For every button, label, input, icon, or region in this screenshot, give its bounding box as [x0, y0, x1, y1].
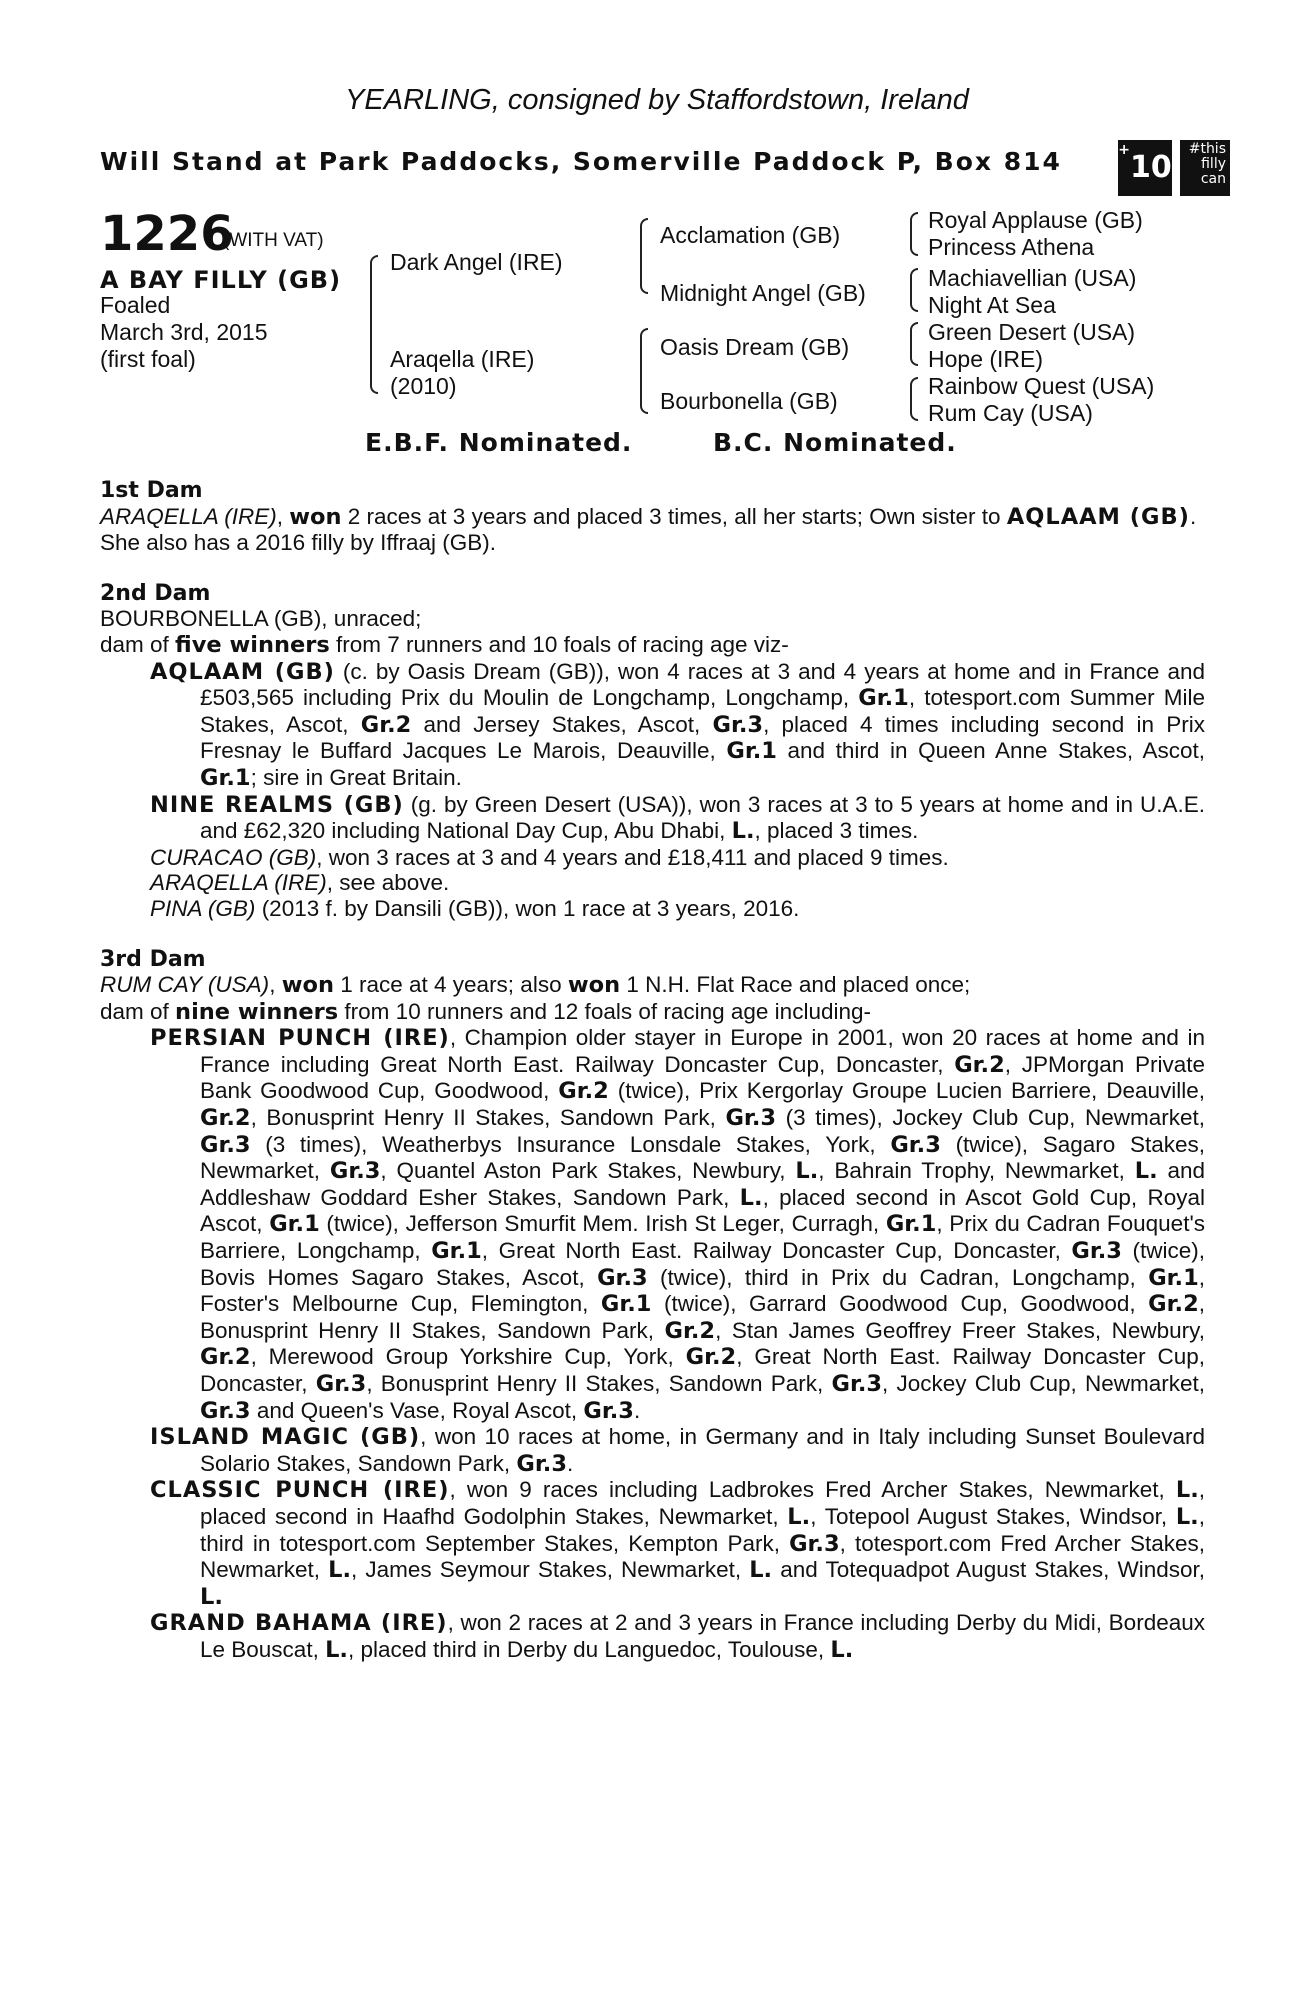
race-text: and Addleshaw Goddard Esher Stakes, Sandown Park, — [200, 1158, 1206, 1210]
race-text: , James Seymour Stakes, Newmarket, — [351, 1557, 750, 1583]
pedigree-dam: Araqella (IRE) — [390, 346, 535, 372]
race-text: , won 10 races at home, in Germany and in Italy including Sunset Boulevard Solario Stakes, Sandown Park, — [200, 1424, 1205, 1476]
pedigree-g4-1: Royal Applause (GB) — [928, 207, 1143, 233]
race-text: . — [633, 1397, 641, 1423]
race-text: , JPMorgan Private Bank Goodwood Cup, Goodwood, — [200, 1051, 1205, 1104]
race-text: (twice), Jefferson Smurfit Mem. Irish St Leger, Curragh, — [319, 1211, 886, 1237]
pedigree-sire-dam: Midnight Angel (GB) — [660, 280, 866, 306]
race-text: , placed third in Derby du Languedoc, Toulouse, — [347, 1636, 831, 1662]
vat-note: (WITH VAT) — [223, 230, 324, 251]
produce-grand-bahama: GRAND BAHAMA (IRE), won 2 races at 2 and 3 years in France including Derby du Midi, Bordeaux Le Bouscat, L., placed third in Derby du Languedoc, Toulouse, L. — [150, 1610, 1205, 1663]
race-text: . — [566, 1450, 574, 1476]
second-dam-name: BOURBONELLA (GB), unraced; — [100, 606, 422, 632]
race-grade: Gr.2 — [954, 1051, 1005, 1078]
pedigree-dam-sire: Oasis Dream (GB) — [660, 334, 850, 360]
g4-brace-2 — [910, 268, 918, 312]
g4-brace-1 — [910, 212, 918, 256]
race-text: , Foster's Melbourne Cup, Flemington, — [200, 1264, 1206, 1317]
third-dam-name: RUM CAY (USA), won 1 race at 4 years; also won 1 N.H. Flat Race and placed once; — [100, 972, 971, 999]
race-grade: Gr.3 — [200, 1131, 251, 1158]
pedigree-g4-5: Green Desert (USA) — [928, 319, 1136, 345]
race-grade: Gr.1 — [885, 1211, 937, 1238]
race-grade: Gr.1 — [431, 1238, 482, 1265]
race-grade: Gr.3 — [329, 1158, 381, 1185]
foaled-label: Foaled — [100, 292, 171, 318]
pedigree-dam-dam: Bourbonella (GB) — [660, 388, 838, 414]
race-text: , Jockey Club Cup, Newmarket, — [882, 1371, 1205, 1396]
first-dam-produce: She also has a 2016 filly by Iffraaj (GB). — [100, 530, 497, 556]
race-text: , Bonusprint Henry II Stakes, Sandown Park, — [366, 1371, 832, 1396]
race-grade: Gr.2 — [558, 1078, 609, 1105]
foaled-date: March 3rd, 2015 — [100, 319, 268, 345]
this-filly-can-logo: #this filly can — [1180, 140, 1230, 196]
race-grade: L. — [739, 1184, 763, 1211]
race-text: , Champion older stayer in Europe in 2001, won 20 races at home and in France including Great North East. Railway Doncaster Cup, Doncaster, — [200, 1025, 1205, 1077]
produce-classic-punch: CLASSIC PUNCH (IRE), won 9 races including Ladbrokes Fred Archer Stakes, Newmarket, L., placed second in Haafhd Godolphin Stakes, Newmarket, L., Totepool August Stakes, Windsor, L., third in totesport.com September Stakes, Kempton Park, Gr.3, totesport.com Fred Archer Stakes, Newmarket, L., James Seymour Stakes, Newmarket, L. and Totequadpot August Stakes, Windsor, L. — [150, 1477, 1206, 1610]
g4-brace-4 — [910, 377, 918, 421]
race-grade: Gr.3 — [200, 1397, 251, 1424]
race-grade: L. — [795, 1158, 819, 1185]
race-grade: Gr.1 — [269, 1211, 320, 1238]
sire-line-brace — [640, 218, 648, 294]
race-grade: Gr.1 — [1148, 1264, 1199, 1291]
race-text: and Totequadpot August Stakes, Windsor, — [772, 1557, 1206, 1583]
race-text: , Totepool August Stakes, Windsor, — [810, 1503, 1176, 1529]
bc-nominated: B.C. Nominated. — [713, 428, 957, 457]
race-grade: Gr.2 — [1148, 1291, 1199, 1318]
race-text: , third in totesport.com September Stakes, Kempton Park, — [200, 1503, 1205, 1556]
race-grade: L. — [325, 1636, 348, 1663]
produce-aqlaam: AQLAAM (GB) (c. by Oasis Dream (GB)), won 4 races at 3 and 4 years at home and in France and £503,565 including Prix du Moulin de Longchamp, Longchamp, Gr.1, totesport.com Summer Mile Stakes, Ascot, Gr.2 and Jersey Stakes, Ascot, Gr.3, placed 4 times including second in Prix Fresnay le Buffard Jacques Le Marois, Deauville, Gr.1 and third in Queen Anne Stakes, Ascot, Gr.1; sire in Great Britain. — [150, 658, 1205, 791]
race-text: (twice), third in Prix du Cadran, Longchamp, — [647, 1264, 1149, 1290]
race-text: (twice), Bovis Homes Sagaro Stakes, Ascot, — [200, 1238, 1205, 1290]
race-text: (twice), Sagaro Stakes, Newmarket, — [200, 1131, 1205, 1184]
race-grade: Gr.3 — [890, 1131, 941, 1158]
lot-name: A BAY FILLY (GB) — [100, 266, 342, 294]
race-grade: Gr.3 — [315, 1371, 367, 1397]
first-dam-text: ARAQELLA (IRE), won 2 races at 3 years and placed 3 times, all her starts; Own sister to AQLAAM (GB). — [100, 503, 1197, 530]
race-grade: Gr.2 — [200, 1105, 251, 1132]
race-grade: Gr.2 — [664, 1317, 716, 1344]
race-grade: L. — [749, 1557, 773, 1584]
race-text: (twice), Garrard Goodwood Cup, Goodwood, — [651, 1291, 1149, 1317]
race-text: , Quantel Aston Park Stakes, Newbury, — [380, 1158, 796, 1184]
race-grade: L. — [1134, 1158, 1158, 1185]
produce-pina: PINA (GB) (2013 f. by Dansili (GB)), won 1 race at 3 years, 2016. — [150, 895, 800, 921]
race-grade: Gr.3 — [831, 1371, 883, 1397]
race-text: , Bahrain Trophy, Newmarket, — [818, 1158, 1135, 1184]
race-grade: Gr.1 — [600, 1291, 652, 1318]
catalogue-body — [100, 478, 1205, 1664]
race-grade: L. — [1175, 1477, 1199, 1504]
race-text: , Bonusprint Henry II Stakes, Sandown Park, — [250, 1105, 726, 1131]
race-grade: Gr.3 — [583, 1397, 634, 1424]
race-text: , placed second in Haafhd Godolphin Stakes, Newmarket, — [200, 1477, 1206, 1529]
race-grade: L. — [787, 1503, 811, 1530]
race-grade: Gr.2 — [200, 1344, 251, 1371]
race-text: (3 times), Weatherbys Insurance Lonsdale Stakes, York, — [250, 1131, 891, 1157]
race-grade: Gr.3 — [725, 1105, 777, 1132]
race-text: and Queen's Vase, Royal Ascot, — [250, 1397, 584, 1423]
produce-island-magic: ISLAND MAGIC (GB), won 10 races at home, in Germany and in Italy including Sunset Boulevard Solario Stakes, Sandown Park, Gr.3. — [150, 1424, 1205, 1477]
page-title: YEARLING, consigned by Staffordstown, Ireland — [345, 84, 969, 116]
race-grade: Gr.3 — [1071, 1238, 1122, 1265]
pedigree-sire-sire: Acclamation (GB) — [660, 222, 841, 248]
dam-line-brace — [640, 328, 648, 414]
race-grade: L. — [200, 1583, 223, 1610]
foal-note: (first foal) — [100, 346, 196, 372]
third-dam-heading: 3rd Dam — [100, 946, 206, 972]
race-text: , totesport.com Fred Archer Stakes, Newmarket, — [200, 1530, 1205, 1583]
pedigree-g4-2: Princess Athena — [928, 234, 1095, 260]
first-dam-heading: 1st Dam — [100, 478, 203, 503]
g4-brace-3 — [910, 322, 918, 366]
race-text: , Great North East. Railway Doncaster Cup, Doncaster, — [481, 1238, 1072, 1264]
second-dam-summary: dam of five winners from 7 runners and 10 foals of racing age viz- — [100, 631, 789, 658]
race-grade: L. — [1175, 1503, 1199, 1530]
race-text: , Bonusprint Henry II Stakes, Sandown Park, — [200, 1291, 1205, 1343]
race-text: , Stan James Geoffrey Freer Stakes, Newbury, — [715, 1317, 1205, 1343]
race-grade: Gr.3 — [516, 1450, 567, 1477]
race-text: , won 9 races including Ladbrokes Fred Archer Stakes, Newmarket, — [449, 1477, 1176, 1503]
race-grade: L. — [830, 1636, 854, 1663]
produce-nine-realms: NINE REALMS (GB) (g. by Green Desert (USA)), won 3 races at 3 to 5 years at home and in U.A.E. and £62,320 including National Day Cup, Abu Dhabi, L., placed 3 times. — [150, 791, 1205, 845]
plus-ten-logo: +10 — [1118, 140, 1172, 196]
ebf-nominated: E.B.F. Nominated. — [365, 428, 633, 457]
produce-curacao: CURACAO (GB), won 3 races at 3 and 4 years and £18,411 and placed 9 times. — [150, 844, 949, 870]
race-text: , placed second in Ascot Gold Cup, Royal Ascot, — [200, 1184, 1205, 1237]
race-text: , Great North East. Railway Doncaster Cup, Doncaster, — [200, 1344, 1205, 1396]
race-text: , Merewood Group Yorkshire Cup, York, — [250, 1344, 686, 1370]
pedigree-g4-3: Machiavellian (USA) — [928, 265, 1137, 291]
pedigree-g4-7: Rainbow Quest (USA) — [928, 373, 1155, 399]
lot-number: 1226 — [100, 206, 234, 262]
race-grade: Gr.3 — [789, 1530, 840, 1557]
second-dam-heading: 2nd Dam — [100, 580, 211, 606]
race-text: (3 times), Jockey Club Cup, Newmarket, — [776, 1105, 1205, 1131]
race-text: (twice), Prix Kergorlay Groupe Lucien Barriere, Deauville, — [608, 1078, 1205, 1104]
race-text: , Prix du Cadran Fouquet's Barriere, Longchamp, — [200, 1211, 1205, 1264]
race-text: , won 2 races at 2 and 3 years in France including Derby du Midi, Bordeaux Le Bouscat, — [200, 1610, 1205, 1662]
pedigree-g4-6: Hope (IRE) — [928, 346, 1044, 372]
sire-dam-brace — [370, 255, 378, 394]
produce-persian-punch: PERSIAN PUNCH (IRE), Champion older stayer in Europe in 2001, won 20 races at home and in France including Great North East. Railway Doncaster Cup, Doncaster, Gr.2, JPMorgan Private Bank Goodwood Cup, Goodwood, Gr.2 (twice), Prix Kergorlay Groupe Lucien Barriere, Deauville, Gr.2, Bonusprint Henry II Stakes, Sandown Park, Gr.3 (3 times), Jockey Club Cup, Newmarket, Gr.3 (3 times), Weatherbys Insurance Lonsdale Stakes, York, Gr.3 (twice), Sagaro Stakes, Newmarket, Gr.3, Quantel Aston Park Stakes, Newbury, L., Bahrain Trophy, Newmarket, L. and Addleshaw Goddard Esher Stakes, Sandown Park, L., placed second in Ascot Gold Cup, Royal Ascot, Gr.1 (twice), Jefferson Smurfit Mem. Irish St Leger, Curragh, Gr.1, Prix du Cadran Fouquet's Barriere, Longchamp, Gr.1, Great North East. Railway Doncaster Cup, Doncaster, Gr.3 (twice), Bovis Homes Sagaro Stakes, Ascot, Gr.3 (twice), third in Prix du Cadran, Longchamp, Gr.1, Foster's Melbourne Cup, Flemington, Gr.1 (twice), Garrard Goodwood Cup, Goodwood, Gr.2, Bonusprint Henry II Stakes, Sandown Park, Gr.2, Stan James Geoffrey Freer Stakes, Newbury, Gr.2, Merewood Group Yorkshire Cup, York, Gr.2, Great North East. Railway Doncaster Cup, Doncaster, Gr.3, Bonusprint Henry II Stakes, Sandown Park, Gr.3, Jockey Club Cup, Newmarket, Gr.3 and Queen's Vase, Royal Ascot, Gr.3. — [150, 1025, 1206, 1424]
pedigree-sire: Dark Angel (IRE) — [390, 249, 563, 275]
stand-location: Will Stand at Park Paddocks, Somerville Paddock P, Box 814 — [100, 147, 1062, 176]
produce-araqella: ARAQELLA (IRE), see above. — [150, 870, 450, 896]
pedigree-dam-year: (2010) — [390, 373, 457, 399]
race-grade: L. — [328, 1557, 352, 1584]
race-grade: Gr.3 — [597, 1264, 648, 1291]
pedigree-g4-4: Night At Sea — [928, 292, 1056, 318]
pedigree-g4-8: Rum Cay (USA) — [928, 400, 1093, 426]
third-dam-summary: dam of nine winners from 10 runners and 12 foals of racing age including- — [100, 998, 871, 1025]
race-grade: Gr.2 — [685, 1344, 737, 1371]
